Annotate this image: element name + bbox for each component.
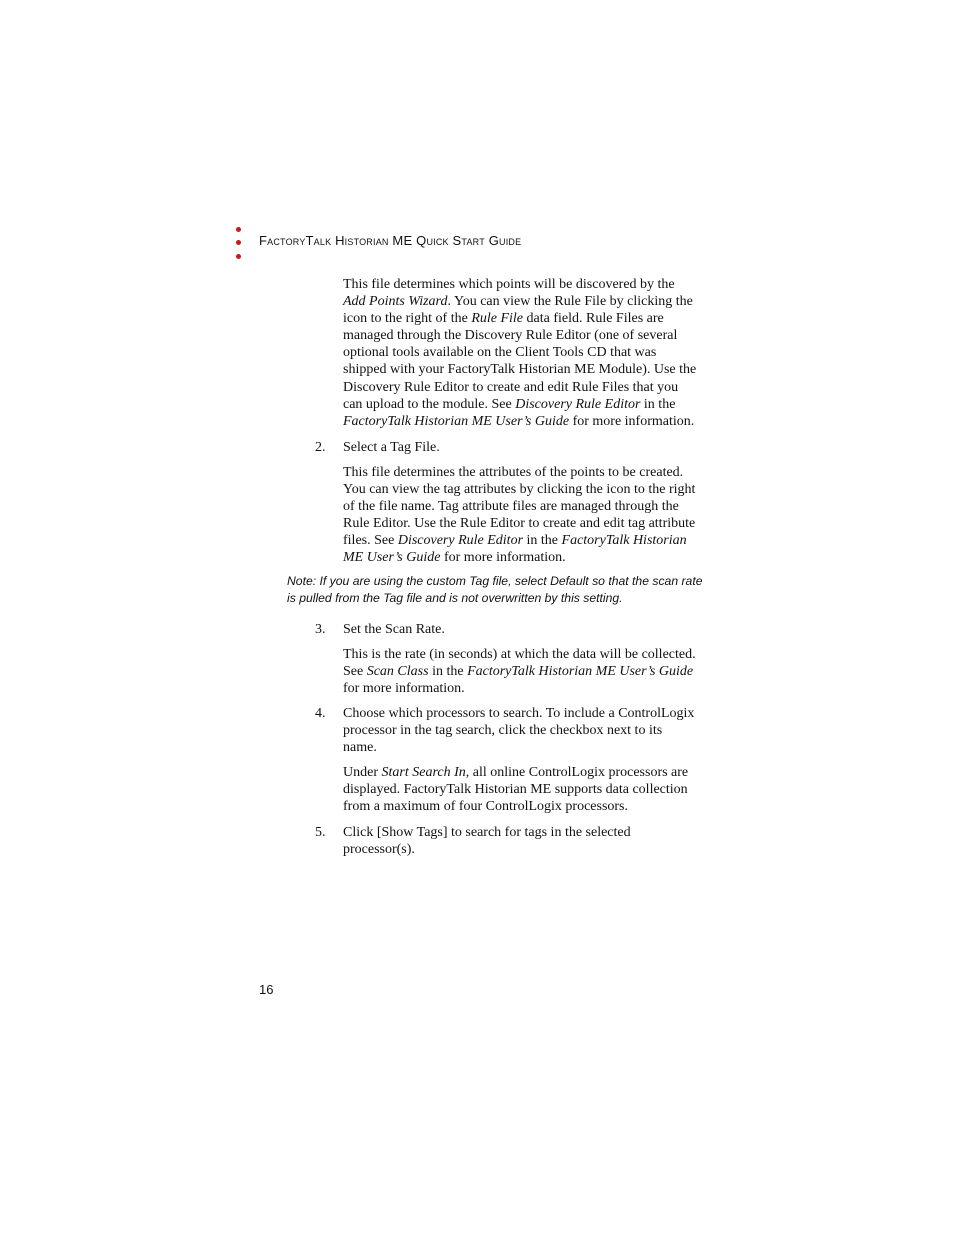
step-text: Set the Scan Rate. xyxy=(343,622,445,637)
step-number: 4. xyxy=(315,706,326,721)
page-number: 16 xyxy=(259,982,274,997)
step-number: 5. xyxy=(315,825,326,840)
step-text: Choose which processors to search. To include a ControlLogix processor in the tag search, click the checkbox next to its name. xyxy=(343,706,695,756)
rule-file-paragraph: This file determines which points will be discovered by the Add Points Wizard. You can view the Rule File by clicking the icon to the right of the Rule File data field. Rule Files are managed through the Discovery Rule Editor (one of several optional tools available on the Client Tools CD that was shipped with your FactoryTalk Historian ME Module). Use the Discovery Rule Editor to create and edit Rule Files that you can upload to the module. See Discovery Rule Editor in the FactoryTalk Historian ME User’s Guide for more information. xyxy=(343,277,697,429)
tag-file-paragraph: This file determines the attributes of the points to be created. You can view the tag attributes by clicking the icon to the right of the file name. Tag attribute files are managed through the Rule Editor. Use the Rule Editor to create and edit tag attribute files. See Discovery Rule Editor in the FactoryTalk Historian ME User’s Guide for more information. xyxy=(343,465,696,566)
step-number: 3. xyxy=(315,622,326,637)
processors-paragraph: Under Start Search In, all online ControlLogix processors are displayed. FactoryTalk Historian ME supports data collection from a maximum of four ControlLogix processors. xyxy=(343,765,689,815)
scan-rate-paragraph: This is the rate (in seconds) at which the data will be collected. See Scan Class in the FactoryTalk Historian ME User’s Guide for more information. xyxy=(343,647,696,697)
step-number: 2. xyxy=(315,440,326,455)
running-header: FactoryTalk Historian ME Quick Start Guide xyxy=(259,233,522,248)
step-text: Select a Tag File. xyxy=(343,440,440,455)
margin-bullet-1 xyxy=(236,227,241,232)
margin-bullet-3 xyxy=(236,254,241,259)
note: Note: If you are using the custom Tag file, select Default so that the scan rate is pulled from the Tag file and is not overwritten by this setting. xyxy=(287,574,703,605)
step-text: Click [Show Tags] to search for tags in the selected processor(s). xyxy=(343,825,631,858)
margin-bullet-2 xyxy=(236,240,241,245)
